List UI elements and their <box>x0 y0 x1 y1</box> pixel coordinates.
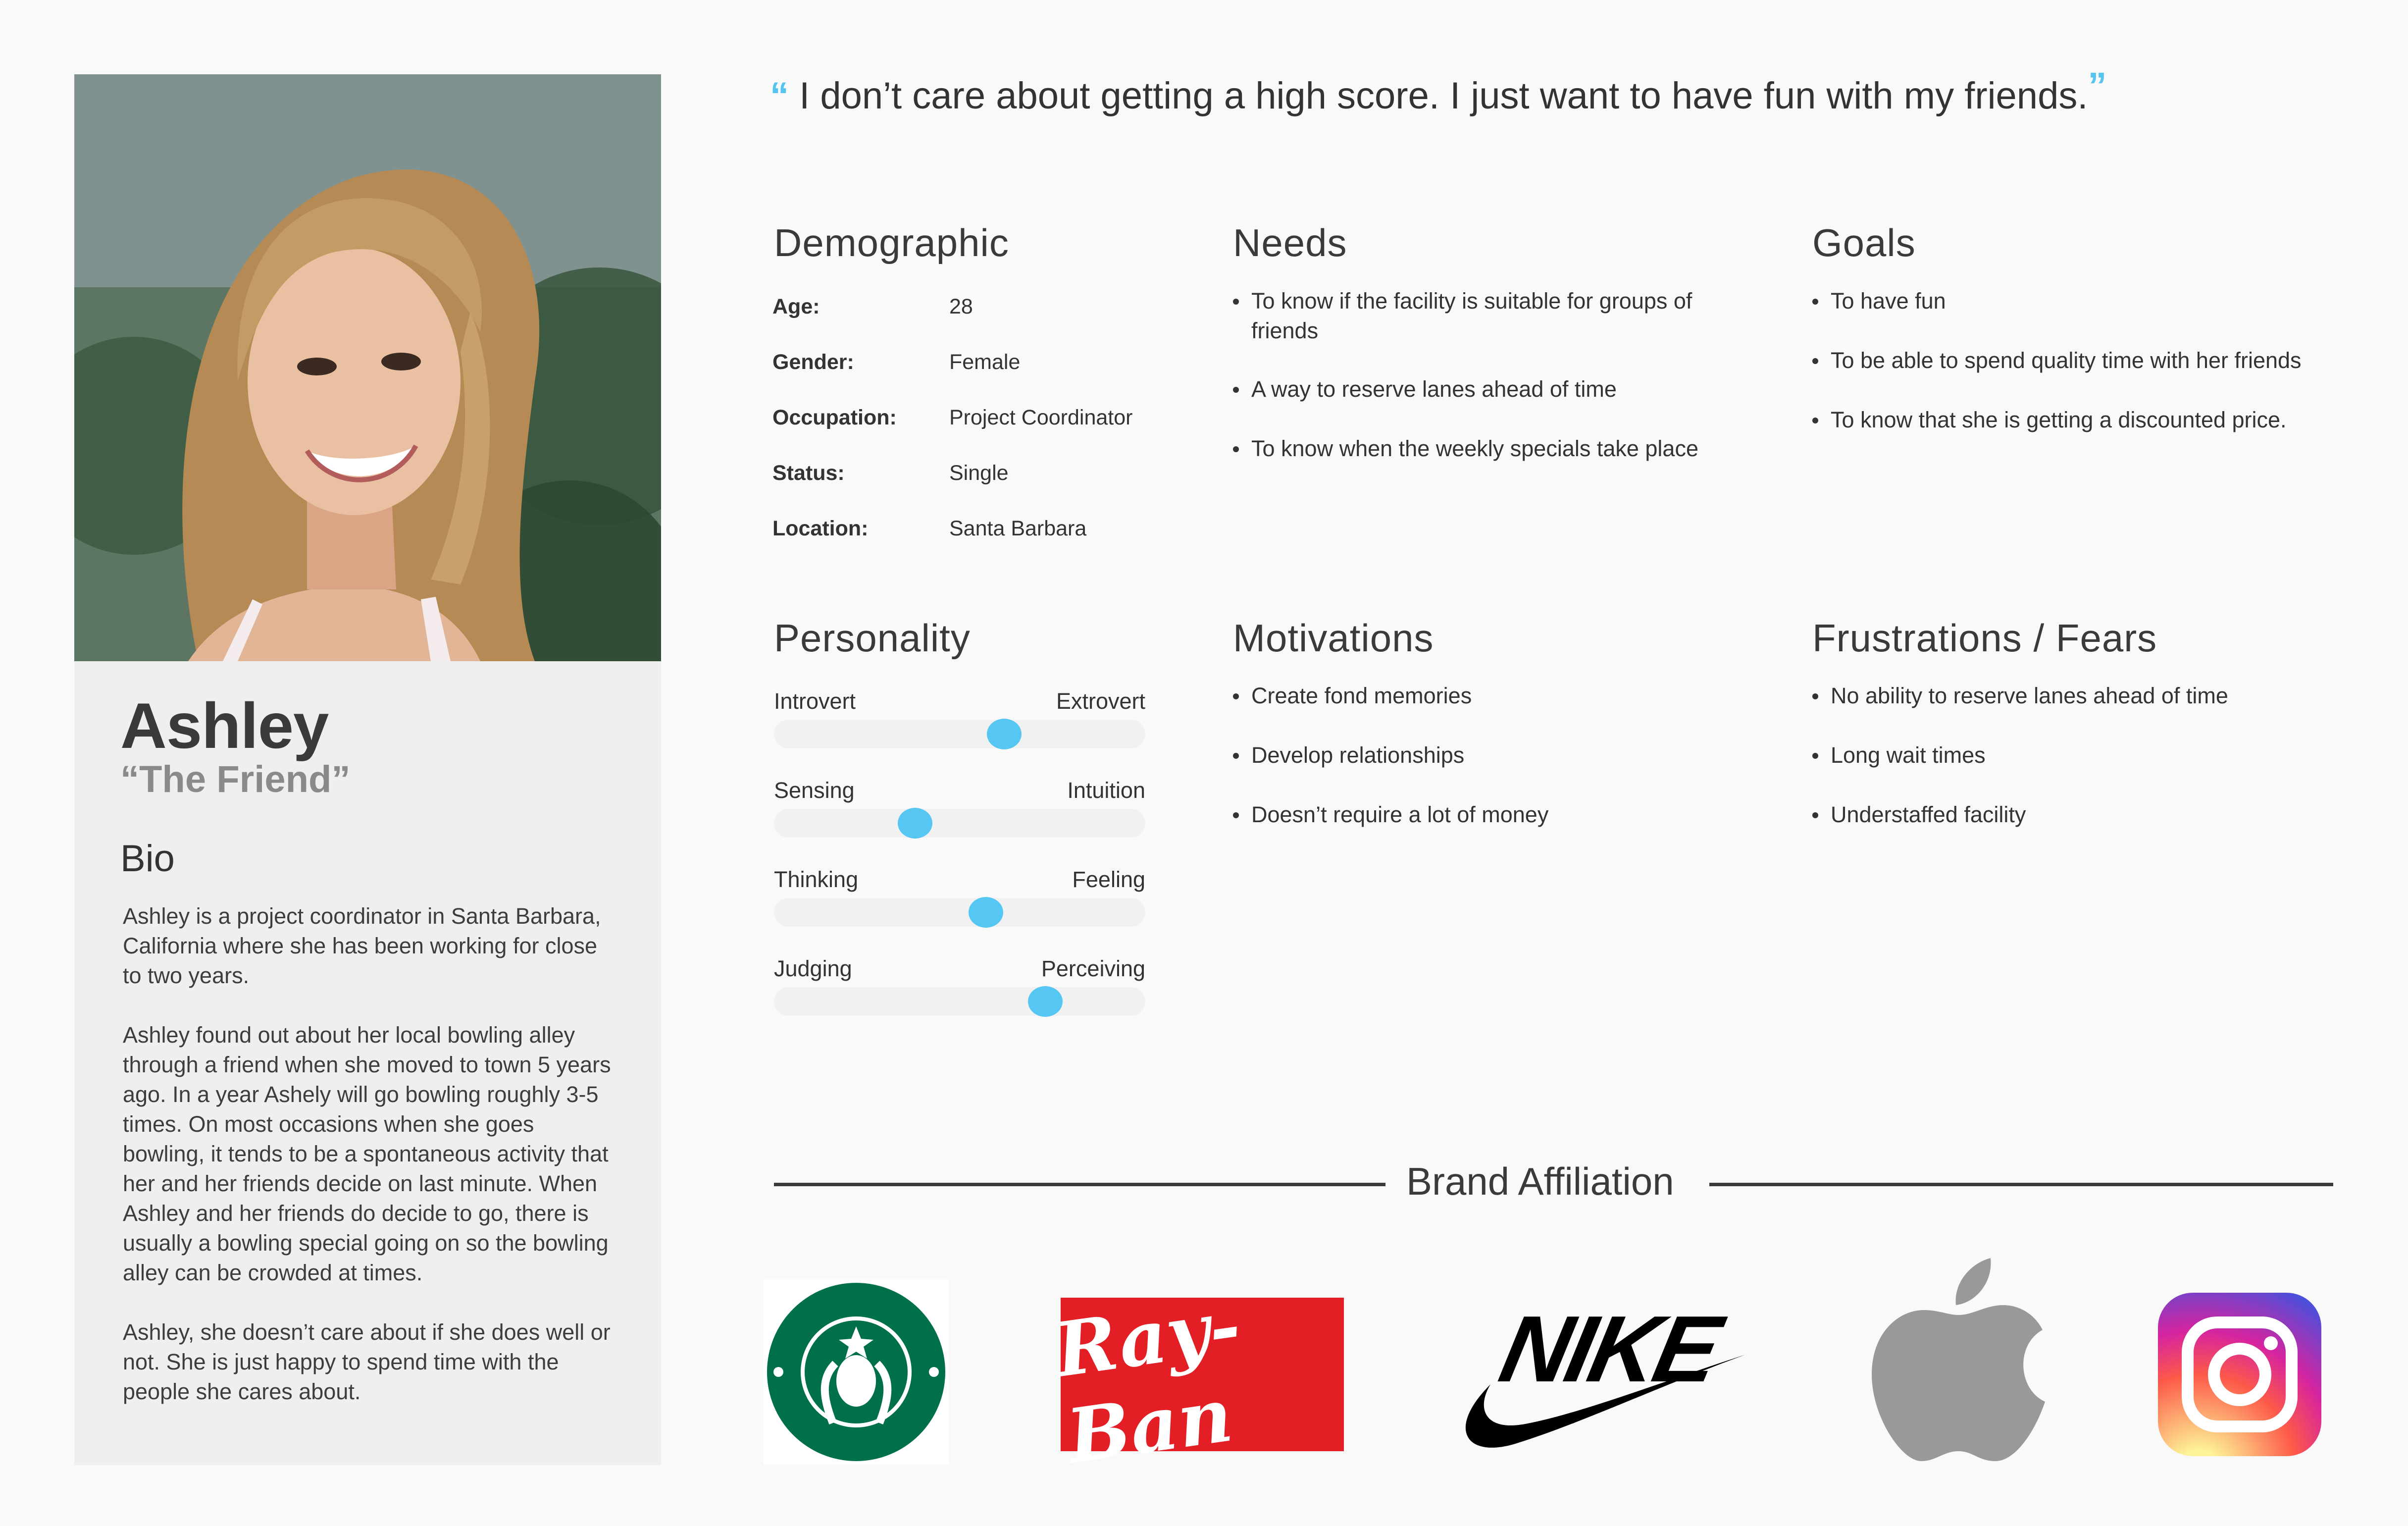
demographic-label: Status: <box>772 461 845 485</box>
personality-slider-track[interactable] <box>774 898 1145 927</box>
bio-paragraph: Ashley found out about her local bowling alley through a friend when she moved to town 5 years ago. In a year Ashely will go bowling roughly 3-5 times. On most occasions when she goes bowling, it tends to be a spontaneous activity that her and her friends decide on last minute. When Ashley and her friends do decide to go, there is usually a bowling special going on so the bowling alley can be crowded at times. <box>123 1022 611 1285</box>
list-item: To be able to spend quality time with her friends <box>1811 346 2380 375</box>
personality-slider-track[interactable] <box>774 809 1145 838</box>
list-item: Long wait times <box>1811 740 2380 770</box>
list-item: Doesn’t require a lot of money <box>1231 800 1727 830</box>
starbucks-icon <box>764 1279 949 1465</box>
motivations-list <box>1231 681 1727 859</box>
personality-slider-track[interactable] <box>774 987 1145 1016</box>
bio-heading: Bio <box>120 838 175 880</box>
slider-knob[interactable] <box>898 808 932 839</box>
slider-knob[interactable] <box>969 897 1003 928</box>
list-item: Understaffed facility <box>1811 800 2380 830</box>
needs-heading: Needs <box>1233 221 1347 264</box>
persona-name: Ashley <box>120 689 329 762</box>
divider-line <box>1709 1183 2333 1186</box>
slider-left-label: Sensing <box>774 778 855 803</box>
list-item: To have fun <box>1811 286 2380 316</box>
list-item: To know that she is getting a discounted price. <box>1811 405 2380 435</box>
quote-text: I don’t care about getting a high score. I just want to have fun with my friends. <box>799 75 2088 117</box>
slider-knob[interactable] <box>987 719 1022 749</box>
frustrations-list <box>1811 681 2380 859</box>
close-quote-mark: ” <box>2088 65 2107 107</box>
demographic-label: Location: <box>772 517 869 540</box>
ray-ban-wordmark: Ray-Ban <box>1050 1282 1246 1481</box>
persona-quote <box>770 65 2107 117</box>
slider-left-label: Thinking <box>774 867 859 892</box>
frustrations-heading: Frustrations / Fears <box>1812 616 2157 660</box>
personality-heading: Personality <box>774 616 971 660</box>
demographic-value: Santa Barbara <box>949 517 1087 540</box>
goals-heading: Goals <box>1812 221 1916 264</box>
list-item: Develop relationships <box>1231 740 1727 770</box>
slider-left-label: Judging <box>774 956 852 981</box>
list-item: A way to reserve lanes ahead of time <box>1231 374 1727 404</box>
persona-nickname: “The Friend” <box>120 758 351 800</box>
brand-affiliation-heading: Brand Affiliation <box>1406 1159 1674 1203</box>
nike-swoosh-icon <box>1456 1295 1745 1459</box>
nike-logo <box>1456 1295 1745 1459</box>
motivations-heading: Motivations <box>1233 616 1434 660</box>
demographic-heading: Demographic <box>774 221 1009 264</box>
personality-slider-track[interactable] <box>774 720 1145 748</box>
slider-knob[interactable] <box>1028 986 1063 1017</box>
bio-paragraph: Ashley, she doesn’t care about if she does well or not. She is just happy to spend time with the people she cares about. <box>123 1319 611 1404</box>
demographic-value: Female <box>949 350 1021 374</box>
slider-right-label: Extrovert <box>1056 688 1145 714</box>
instagram-logo <box>2158 1293 2321 1456</box>
ray-ban-logo <box>1050 1282 1344 1481</box>
demographic-label: Age: <box>772 295 820 318</box>
profile-photo <box>74 74 661 661</box>
list-item: To know if the facility is suitable for groups of friends <box>1231 286 1727 346</box>
slider-right-label: Feeling <box>1072 867 1145 892</box>
apple-icon <box>1872 1248 2045 1461</box>
person-portrait <box>74 74 661 661</box>
starbucks-logo <box>764 1279 949 1465</box>
divider-line <box>774 1183 1385 1186</box>
demographic-value: 28 <box>949 295 973 318</box>
goals-list <box>1811 286 2380 465</box>
list-item: No ability to reserve lanes ahead of time <box>1811 681 2380 711</box>
list-item: To know when the weekly specials take place <box>1231 434 1727 464</box>
demographic-value: Project Coordinator <box>949 406 1133 429</box>
bio-paragraph: Ashley is a project coordinator in Santa Barbara, California where she has been working for close to two years. <box>123 903 601 988</box>
needs-list <box>1231 286 1727 493</box>
demographic-label: Occupation: <box>772 406 897 429</box>
slider-left-label: Introvert <box>774 688 856 714</box>
open-quote-mark: “ <box>770 75 789 117</box>
demographic-value: Single <box>949 461 1009 485</box>
apple-logo <box>1872 1248 2045 1461</box>
personality-sliders <box>774 688 1145 1025</box>
instagram-icon <box>2158 1293 2321 1456</box>
list-item: Create fond memories <box>1231 681 1727 711</box>
slider-right-label: Perceiving <box>1041 956 1145 981</box>
demographic-label: Gender: <box>772 350 854 374</box>
slider-right-label: Intuition <box>1067 778 1145 803</box>
nike-wordmark: NIKE <box>1491 1297 1727 1402</box>
